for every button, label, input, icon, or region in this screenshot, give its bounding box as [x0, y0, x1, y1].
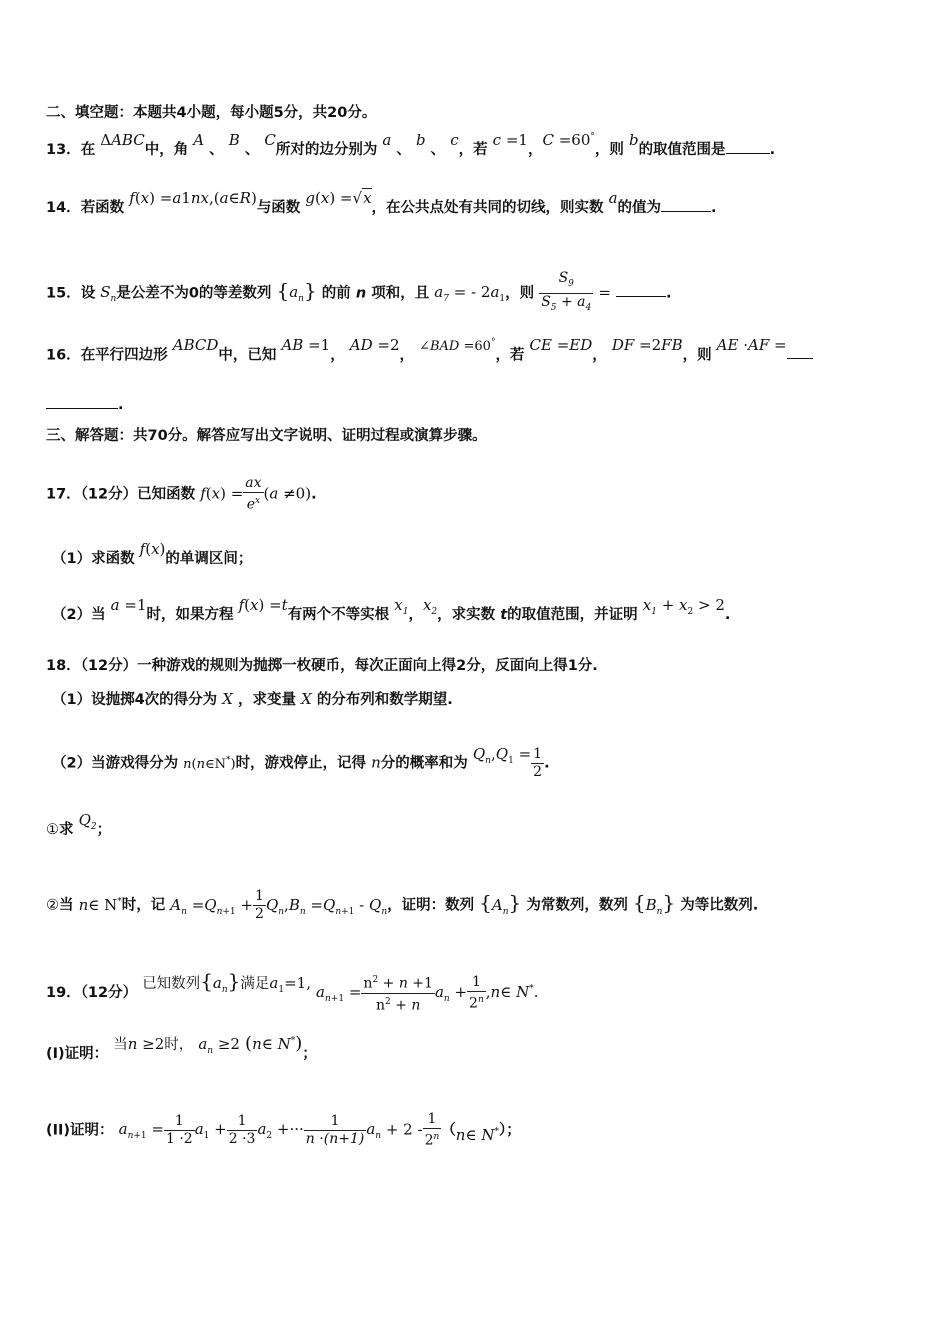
formula: (x) =t — [244, 596, 288, 614]
formula: $A_n$ — [491, 895, 509, 917]
text: 有两个不等实根 — [287, 607, 390, 623]
text: 设 — [80, 285, 96, 302]
text: 分的概率和为 — [380, 755, 468, 772]
text: ； — [96, 822, 112, 838]
formula: A — [193, 131, 205, 149]
formula: f — [129, 189, 135, 207]
text: . — [665, 285, 672, 302]
formula: ·AF = — [738, 336, 787, 355]
formula: $B_n$ — [645, 895, 663, 917]
answer-blank[interactable] — [787, 344, 813, 359]
text: . — [311, 486, 317, 503]
fraction: $\frac{ax}{e^x}$ — [245, 475, 262, 513]
text: . — [118, 397, 124, 413]
formula: X — [301, 690, 312, 708]
text: 一种游戏的规则为抛掷一枚硬币，每次正面向上得2分，反面向上得1分. — [137, 658, 598, 674]
formula: AE — [716, 336, 739, 355]
text: ，求实数 — [437, 607, 496, 623]
formula: n ≥2 — [127, 1035, 165, 1053]
formula: = - $2a_1$ — [448, 283, 506, 305]
text: 满足 — [240, 976, 270, 993]
section-fill-header: 二、填空题：本题共4小题，每小题5分，共20分。 — [46, 105, 377, 121]
text: 项和，且 — [371, 285, 430, 302]
formula: c — [450, 131, 459, 149]
formula: $a_7$ — [434, 283, 449, 305]
text: （1）设抛掷4次的得分为 — [52, 692, 218, 708]
formula: $a_{n+1}$ = — [118, 1120, 164, 1142]
formula: $a_n$ — [212, 974, 228, 996]
formula: (x) =a1nx,(a∈R) — [134, 189, 257, 207]
formula: $a_2$ +··· — [257, 1120, 304, 1142]
formula: ABCD — [172, 336, 219, 355]
formula: AD — [349, 336, 373, 355]
text: 的取值范围，并证明 — [507, 607, 638, 623]
formula: CE — [529, 336, 552, 355]
question-15 — [46, 270, 671, 317]
formula: C — [264, 131, 276, 149]
formula: a — [110, 596, 120, 614]
formula: =2 — [372, 336, 400, 355]
text: 在平行四边形 — [80, 347, 168, 364]
text: . — [711, 200, 717, 216]
fraction: $\frac{1}{2}$ — [255, 888, 264, 922]
formula: } — [508, 890, 522, 915]
formula: b — [628, 131, 639, 149]
formula: $=Q_{n+1}$ + — [186, 895, 254, 917]
text: ，求变量 — [238, 692, 296, 708]
formula: n — [371, 753, 381, 772]
text: n — [355, 285, 367, 302]
question-18-part-1 — [52, 689, 453, 710]
formula: (x) — [145, 540, 166, 558]
question-16: 16．在平行四边形 ABCD中，已知 AB =1， AD =2， ∠BAD =60°，若 CE =ED， DF =2FB，则 AE ·AF = — [46, 342, 813, 366]
text: （2）当 — [52, 607, 106, 623]
formula: { — [632, 890, 646, 915]
formula: X — [222, 690, 233, 708]
formula: =ED — [551, 336, 593, 355]
fraction: $\frac{1}{n \cdot(n+1)}$ — [305, 1112, 365, 1147]
text: ，则 — [594, 142, 624, 158]
text: 当 — [59, 897, 74, 914]
text: 为等比数列. — [680, 897, 759, 914]
text: 是公差不为0的等差数列 — [116, 285, 272, 302]
text: ，则 — [682, 347, 712, 364]
text: . — [769, 142, 776, 158]
formula: (x) =√x — [314, 189, 372, 207]
formula: =1 — [119, 596, 147, 614]
question-number: 14． — [46, 200, 81, 216]
formula: f — [238, 596, 245, 614]
formula: } — [303, 278, 317, 303]
formula: $Q_n,B_n =Q_{n+1} - Q_n$ — [265, 895, 388, 917]
formula: $a_n$ + — [434, 983, 468, 1005]
formula: (x) = — [205, 484, 244, 503]
question-17-part-2: （2）当 a =1时，如果方程 f(x) =t有两个不等实根 $x_1$，$x_2$，求实数 t的取值范围，并证明 $x_1 + x_2 > 2$. — [52, 596, 731, 623]
formula: B — [228, 131, 240, 149]
formula: $,Q_1$ = — [490, 744, 532, 766]
text: 为常数列，数列 — [526, 897, 628, 914]
question-17 — [46, 475, 317, 514]
fraction: $\frac{1}{2^n}$ — [424, 1111, 440, 1149]
question-number: 13． — [46, 142, 81, 158]
text: 已知函数 — [137, 486, 196, 503]
formula: n(n∈N*) — [183, 755, 236, 772]
formula: $x_2$ — [422, 596, 438, 617]
question-number: 16． — [46, 347, 81, 364]
text: 所对的边分别为 — [275, 142, 378, 158]
text: 时， — [164, 1037, 194, 1053]
formula: + $x_2 > 2$ — [656, 596, 725, 617]
fraction: $\frac{1}{2^n}$ — [469, 973, 484, 1012]
formula: { — [479, 890, 492, 915]
text: 时，如果方程 — [146, 607, 234, 623]
text: t — [500, 607, 508, 623]
question-18-item-1 — [46, 811, 112, 846]
formula: $a_n$ — [289, 283, 304, 305]
formula: $a_{n+1}$ = — [316, 983, 362, 1005]
text: (I)证明： — [46, 1046, 109, 1062]
formula: AB — [281, 336, 304, 355]
formula: $a_1=1$, — [269, 974, 311, 996]
fraction: $\frac{1}{2 \cdot 3}$ — [228, 1112, 256, 1147]
score: （12分） — [80, 985, 138, 1002]
text: 的单调区间； — [165, 551, 253, 567]
question-18-item-2 — [46, 888, 758, 923]
formula: =60° — [553, 131, 595, 149]
text: (II)证明： — [46, 1122, 114, 1139]
text: 与函数 — [256, 200, 301, 216]
formula: } — [662, 890, 676, 915]
text: （2）当游戏得分为 — [52, 755, 179, 772]
question-number: 18． — [46, 658, 81, 674]
formula: $Q_2$ — [78, 811, 97, 832]
formula: =1 — [303, 336, 331, 355]
formula: ∠BAD =60° — [419, 338, 496, 355]
text: 的取值范围是 — [638, 142, 726, 158]
formula: { — [276, 278, 290, 303]
text: 已知数列 — [142, 976, 201, 993]
question-16-continued — [46, 394, 124, 415]
formula: n∈ N* — [78, 895, 122, 914]
formula: =2FB — [634, 336, 683, 355]
score: （12分） — [80, 658, 138, 674]
formula: a — [382, 131, 392, 149]
formula: } — [227, 969, 241, 994]
formula: $a_n \ge 2$ — [198, 1035, 240, 1056]
question-17-part-1 — [52, 540, 253, 569]
answer-blank[interactable] — [661, 197, 711, 212]
formula: $S_n$ — [100, 283, 117, 305]
formula: b — [415, 131, 426, 149]
text: 的值为 — [617, 200, 662, 216]
text: ； — [506, 1122, 521, 1139]
formula: f — [139, 540, 146, 558]
fraction: $\frac{S_9}{S_5 + a_4}$ — [539, 270, 593, 317]
text: 在 — [80, 142, 96, 158]
formula: DF — [611, 336, 635, 355]
formula: $a_n + 2$ - — [366, 1120, 423, 1142]
text: 中，角 — [144, 142, 189, 158]
text: （1）求函数 — [52, 551, 135, 567]
text: . — [544, 755, 550, 772]
fraction: $\frac{1}{2}$ — [533, 746, 543, 780]
text: 时，记 — [121, 897, 166, 914]
formula: C — [542, 131, 554, 149]
text: ，在公共点处有共同的切线，则实数 — [371, 200, 604, 216]
formula: ΔABC — [100, 131, 145, 149]
formula: (n∈ N*) — [245, 1033, 303, 1054]
formula: g — [305, 189, 315, 207]
answer-blank[interactable] — [616, 282, 666, 297]
text: 中，已知 — [218, 347, 277, 364]
question-19 — [46, 969, 539, 1014]
text: 时，游戏停止，记得 — [235, 755, 367, 772]
text: ，若 — [458, 142, 488, 158]
formula: a — [608, 189, 618, 207]
text: 的分布列和数学期望. — [316, 692, 453, 708]
text: 当 — [113, 1037, 128, 1053]
text: 求 — [59, 822, 74, 838]
question-19-part-1: (I)证明： 当n ≥2时， $a_n \ge 2$ (n∈ N*)； — [46, 1033, 317, 1062]
question-13: 13．在 ΔABC中，角 A 、 B 、 C所对的边分别为 a 、 b 、 c，若 c =1，C =60°，则 b的取值范围是 . — [46, 131, 776, 158]
formula: n∈ N* — [455, 1126, 499, 1145]
text: ，则 — [505, 285, 535, 302]
question-14 — [46, 189, 717, 218]
text: 若函数 — [80, 200, 125, 216]
text: ，若 — [495, 347, 525, 364]
formula: f — [200, 484, 206, 503]
score: （12分） — [80, 486, 138, 503]
fraction: $\frac{n^2 + n +1}{n^2 + n}$ — [363, 975, 433, 1014]
question-19-part-2: (II)证明： $a_{n+1}$ = $\frac{1}{1 \cdot 2}$ $a_1$ + $\frac{1}{2 \cdot 3}$ $a_2$ +··· $\frac{1}{n \cdot(n+1)}$ $a_n + 2$ - $\frac{1}{2^n}$ （n∈ N*）； — [46, 1111, 521, 1149]
formula: =1 — [501, 131, 528, 149]
formula: $a_1$ + — [194, 1120, 227, 1142]
formula: ,n∈ N*. — [485, 983, 539, 1002]
question-18 — [46, 656, 598, 676]
question-18-part-2 — [52, 746, 550, 781]
formula: $A_n$ — [170, 895, 187, 917]
formula: $x_1$ — [642, 596, 657, 617]
text: ，证明：数列 — [387, 897, 475, 914]
text: . — [724, 607, 731, 623]
circled-number: ② — [46, 897, 59, 914]
formula: $Q_n$ — [472, 744, 491, 766]
formula: (a ≠0) — [263, 484, 312, 503]
formula: $x_1$ — [394, 596, 409, 617]
formula: c — [492, 131, 502, 149]
text: 的前 — [321, 285, 351, 302]
circled-number: ① — [46, 822, 59, 838]
formula: { — [200, 969, 213, 994]
question-number: 19． — [46, 985, 81, 1002]
formula: = — [598, 283, 611, 302]
answer-blank[interactable] — [46, 394, 118, 409]
fraction: $\frac{1}{1 \cdot 2}$ — [165, 1112, 193, 1147]
answer-blank[interactable] — [726, 139, 770, 154]
question-number: 17． — [46, 486, 81, 503]
section-solve-header: 三、解答题：共70分。解答应写出文字说明、证明过程或演算步骤。 — [46, 428, 487, 444]
question-number: 15． — [46, 285, 81, 302]
